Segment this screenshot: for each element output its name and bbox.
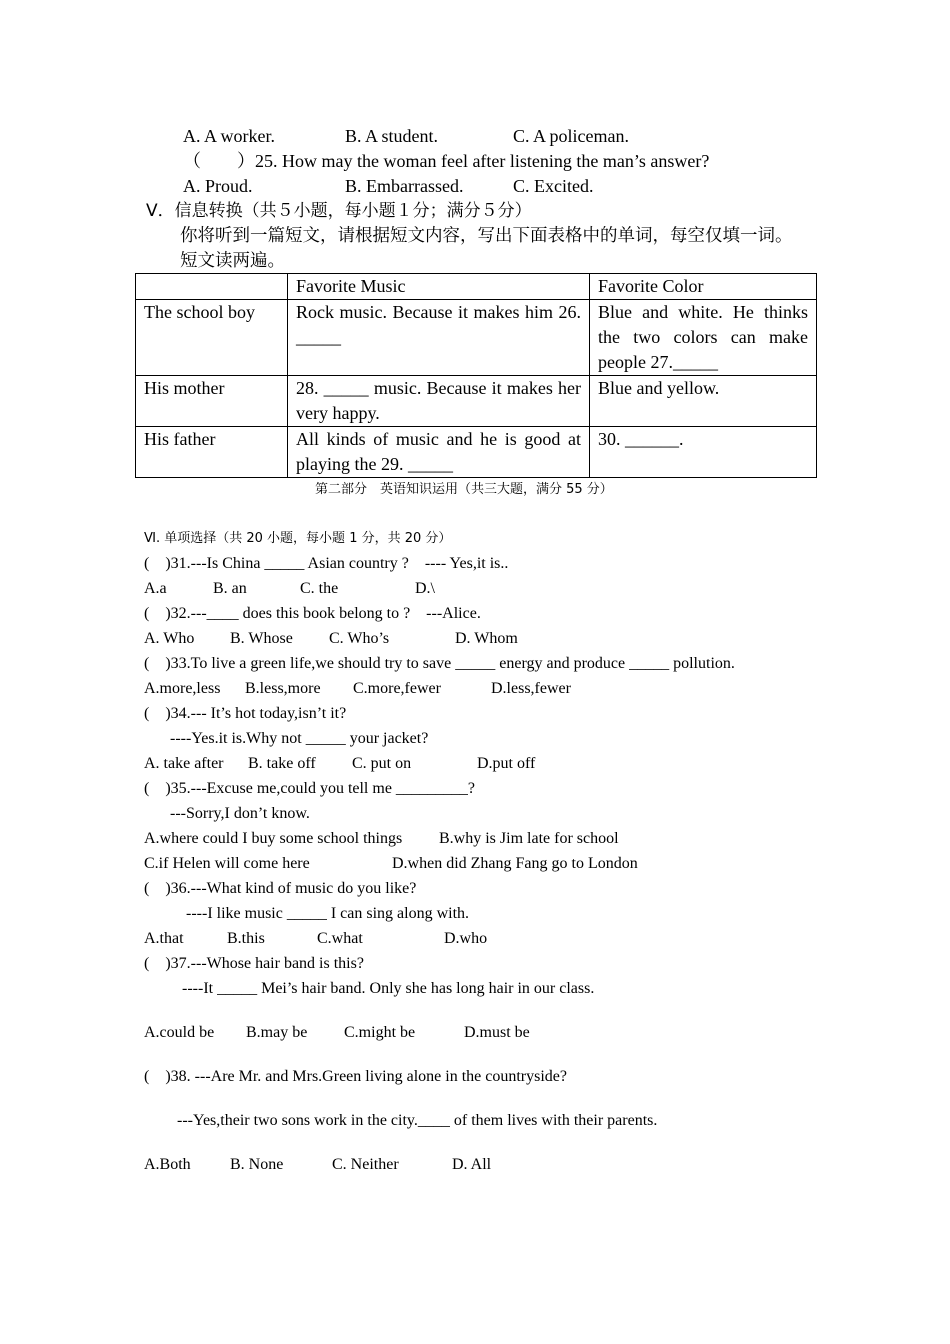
q31-option-d: D.\ — [415, 580, 435, 597]
q34-option-d: D.put off — [477, 755, 536, 772]
q37-option-b: B.may be — [246, 1024, 308, 1041]
q33-option-b: B.less,more — [245, 680, 321, 697]
table-cell: 30. ______. — [590, 427, 817, 478]
q31-option-c: C. the — [300, 580, 339, 597]
q25-option-a: A. Proud. — [183, 176, 253, 196]
section6-title: Ⅵ. 单项选择（共 20 小题，每小题 1 分，共 20 分） — [144, 531, 452, 546]
q35-option-c: C.if Helen will come here — [144, 855, 310, 872]
q33-option-d: D.less,fewer — [491, 680, 571, 697]
q36-reply: ----I like music _____ I can sing along with. — [186, 905, 470, 922]
q33-option-c: C.more,fewer — [353, 680, 441, 697]
table-cell: 28. _____ music. Because it makes her very happy. — [288, 376, 590, 427]
q35-option-b: B.why is Jim late for school — [439, 830, 619, 847]
q36-option-b: B.this — [227, 930, 265, 947]
table-header-cell — [136, 274, 288, 300]
q32-option-d: D. Whom — [455, 630, 518, 647]
q36-stem: ( )36.---What kind of music do you like? — [144, 880, 417, 897]
q24-option-b: B. A student. — [345, 126, 439, 146]
q38-option-a: A.Both — [144, 1156, 191, 1173]
q31-option-b: B. an — [213, 580, 247, 597]
info-table — [135, 273, 817, 478]
q38-option-c: C. Neither — [332, 1156, 399, 1173]
table-cell: Blue and white. He thinks the two colors can make people 27._____ — [590, 300, 817, 376]
q38-option-b: B. None — [230, 1156, 284, 1173]
q37-option-a: A.could be — [144, 1024, 215, 1041]
q38-reply: ---Yes,their two sons work in the city.____ of them lives with their parents. — [177, 1112, 658, 1129]
q24-option-a: A. A worker. — [183, 126, 275, 146]
q36-option-a: A.that — [144, 930, 184, 947]
q33-option-a: A.more,less — [144, 680, 221, 697]
q37-reply: ----It _____ Mei’s hair band. Only she has long hair in our class. — [182, 980, 595, 997]
q32-stem: ( )32.---____ does this book belong to ? ---Alice. — [144, 605, 481, 622]
q32-option-b: B. Whose — [230, 630, 293, 647]
table-row — [136, 300, 817, 376]
table-cell: All kinds of music and he is good at playing the 29. _____ — [288, 427, 590, 478]
q37-option-d: D.must be — [464, 1024, 530, 1041]
q38-stem: ( )38. ---Are Mr. and Mrs.Green living alone in the countryside? — [144, 1068, 567, 1085]
table-cell: His father — [136, 427, 288, 478]
q35-option-d: D.when did Zhang Fang go to London — [392, 855, 638, 872]
table-header-cell: Favorite Music — [288, 274, 590, 300]
section5-title: Ⅴ．信息转换（共５小题，每小题１分；满分５分） — [146, 201, 532, 221]
q35-option-a: A.where could I buy some school things — [144, 830, 403, 847]
q34-option-b: B. take off — [248, 755, 316, 772]
q37-stem: ( )37.---Whose hair band is this? — [144, 955, 364, 972]
q38-option-d: D. All — [452, 1156, 492, 1173]
q37-option-c: C.might be — [344, 1024, 416, 1041]
q34-option-a: A. take after — [144, 755, 224, 772]
q32-option-c: C. Who’s — [329, 630, 390, 647]
table-header-row — [136, 274, 817, 300]
q31-stem: ( )31.---Is China _____ Asian country ? ---- Yes,it is.. — [144, 555, 509, 572]
part2-title: 第二部分 英语知识运用（共三大题，满分 55 分） — [315, 482, 613, 497]
q34-stem: ( )34.--- It’s hot today,isn’t it? — [144, 705, 347, 722]
q32-option-a: A. Who — [144, 630, 195, 647]
table-cell: His mother — [136, 376, 288, 427]
table-row — [136, 376, 817, 427]
section5-instruction: 你将听到一篇短文，请根据短文内容，写出下面表格中的单词，每空仅填一词。 — [180, 226, 793, 246]
q35-stem: ( )35.---Excuse me,could you tell me _________? — [144, 780, 476, 797]
q34-reply: ----Yes.it is.Why not _____ your jacket? — [170, 730, 429, 747]
q24-option-c: C. A policeman. — [513, 126, 629, 146]
q25-question: （ ）25. How may the woman feel after listening the man’s answer? — [183, 151, 710, 171]
q34-option-c: C. put on — [352, 755, 412, 772]
table-cell: Blue and yellow. — [590, 376, 817, 427]
q35-reply: ---Sorry,I don’t know. — [170, 805, 310, 822]
q25-option-b: B. Embarrassed. — [345, 176, 464, 196]
q36-option-d: D.who — [444, 930, 488, 947]
q25-option-c: C. Excited. — [513, 176, 594, 196]
table-header-cell: Favorite Color — [590, 274, 817, 300]
q33-stem: ( )33.To live a green life,we should try to save _____ energy and produce _____ pollution. — [144, 655, 735, 672]
table-cell: The school boy — [136, 300, 288, 376]
table-row — [136, 427, 817, 478]
q36-option-c: C.what — [317, 930, 363, 947]
section5-instruction-cont: 短文读两遍。 — [180, 251, 285, 271]
q31-option-a: A.a — [144, 580, 167, 597]
table-cell: Rock music. Because it makes him 26. _____ — [288, 300, 590, 376]
